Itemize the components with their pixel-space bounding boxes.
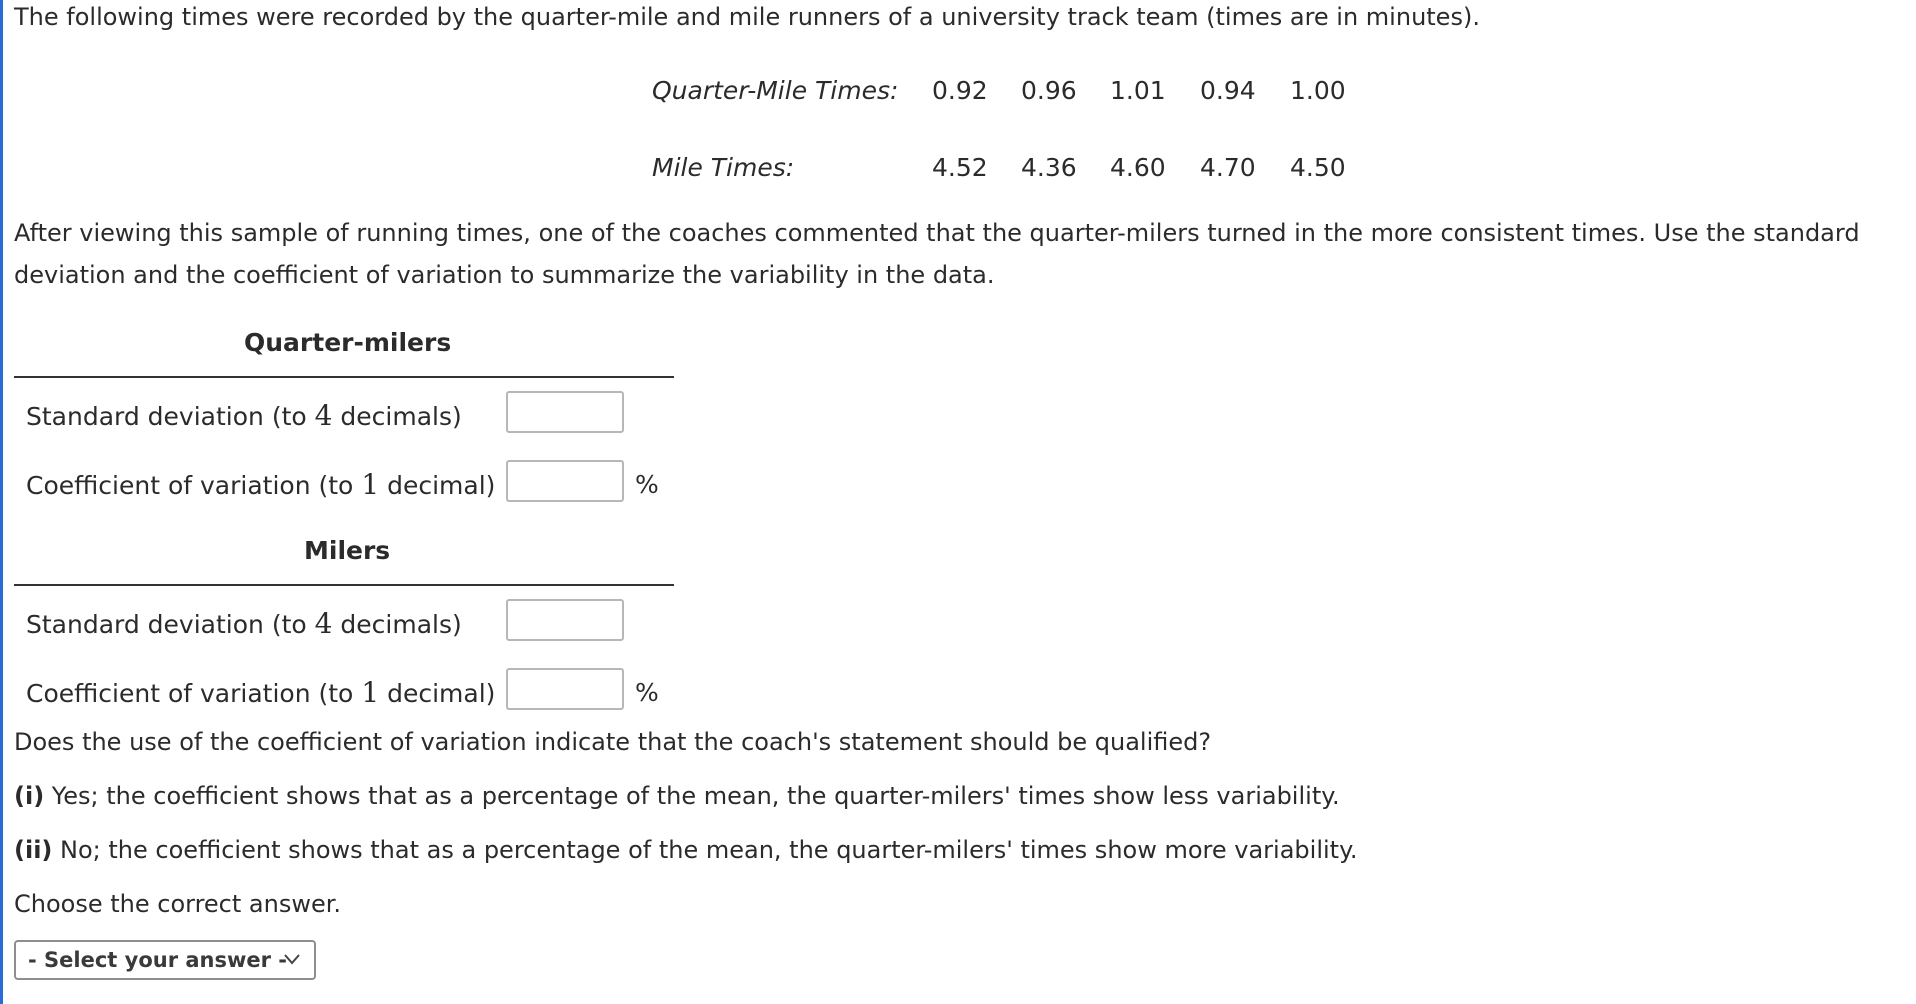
instructions-paragraph: After viewing this sample of running times, one of the coaches commented that the quarter-milers turned in the more consistent times. Use the standard deviation and the coefficient of variation to summarize the variability in the data. bbox=[14, 219, 1860, 289]
qm-cv-percent: % bbox=[635, 470, 659, 499]
m-sd-label: Standard deviation (to 4 decimals) bbox=[26, 607, 462, 640]
quarter-mile-value: 0.96 bbox=[1021, 76, 1077, 105]
mile-value: 4.70 bbox=[1200, 153, 1256, 182]
answer-select-value: - Select your answer - bbox=[28, 948, 288, 972]
choose-label: Choose the correct answer. bbox=[14, 890, 342, 918]
mile-value: 4.52 bbox=[932, 153, 988, 182]
m-cv-label: Coefficient of variation (to 1 decimal) bbox=[26, 676, 496, 709]
quarter-milers-heading: Quarter-milers bbox=[244, 328, 452, 357]
mile-label: Mile Times: bbox=[652, 153, 795, 182]
mile-value: 4.50 bbox=[1290, 153, 1346, 182]
option-i: (i) Yes; the coefficient shows that as a percentage of the mean, the quarter-milers' times show less variability. bbox=[14, 782, 1340, 810]
qm-cv-label: Coefficient of variation (to 1 decimal) bbox=[26, 468, 496, 501]
m-cv-input[interactable] bbox=[506, 668, 624, 710]
qm-sd-label: Standard deviation (to 4 decimals) bbox=[26, 399, 462, 432]
m-cv-percent: % bbox=[635, 678, 659, 707]
option-ii: (ii) No; the coefficient shows that as a percentage of the mean, the quarter-milers' times show more variability. bbox=[14, 836, 1358, 864]
qm-sd-input[interactable] bbox=[506, 391, 624, 433]
quarter-mile-label: Quarter-Mile Times: bbox=[652, 76, 899, 105]
milers-heading: Milers bbox=[304, 536, 391, 565]
quarter-mile-value: 0.94 bbox=[1200, 76, 1256, 105]
answer-select[interactable] bbox=[14, 940, 316, 980]
section-divider bbox=[14, 376, 674, 378]
mile-value: 4.36 bbox=[1021, 153, 1077, 182]
quarter-mile-value: 0.92 bbox=[932, 76, 988, 105]
quarter-mile-value: 1.00 bbox=[1290, 76, 1346, 105]
qm-cv-input[interactable] bbox=[506, 460, 624, 502]
chevron-down-icon bbox=[282, 949, 302, 969]
left-accent-bar bbox=[0, 0, 3, 1004]
mile-value: 4.60 bbox=[1110, 153, 1166, 182]
question-text: Does the use of the coefficient of variation indicate that the coach's statement should be qualified? bbox=[14, 728, 1212, 756]
intro-text: The following times were recorded by the quarter-mile and mile runners of a university track team (times are in minutes). bbox=[14, 3, 1480, 31]
m-sd-input[interactable] bbox=[506, 599, 624, 641]
quarter-mile-value: 1.01 bbox=[1110, 76, 1166, 105]
section-divider bbox=[14, 584, 674, 586]
